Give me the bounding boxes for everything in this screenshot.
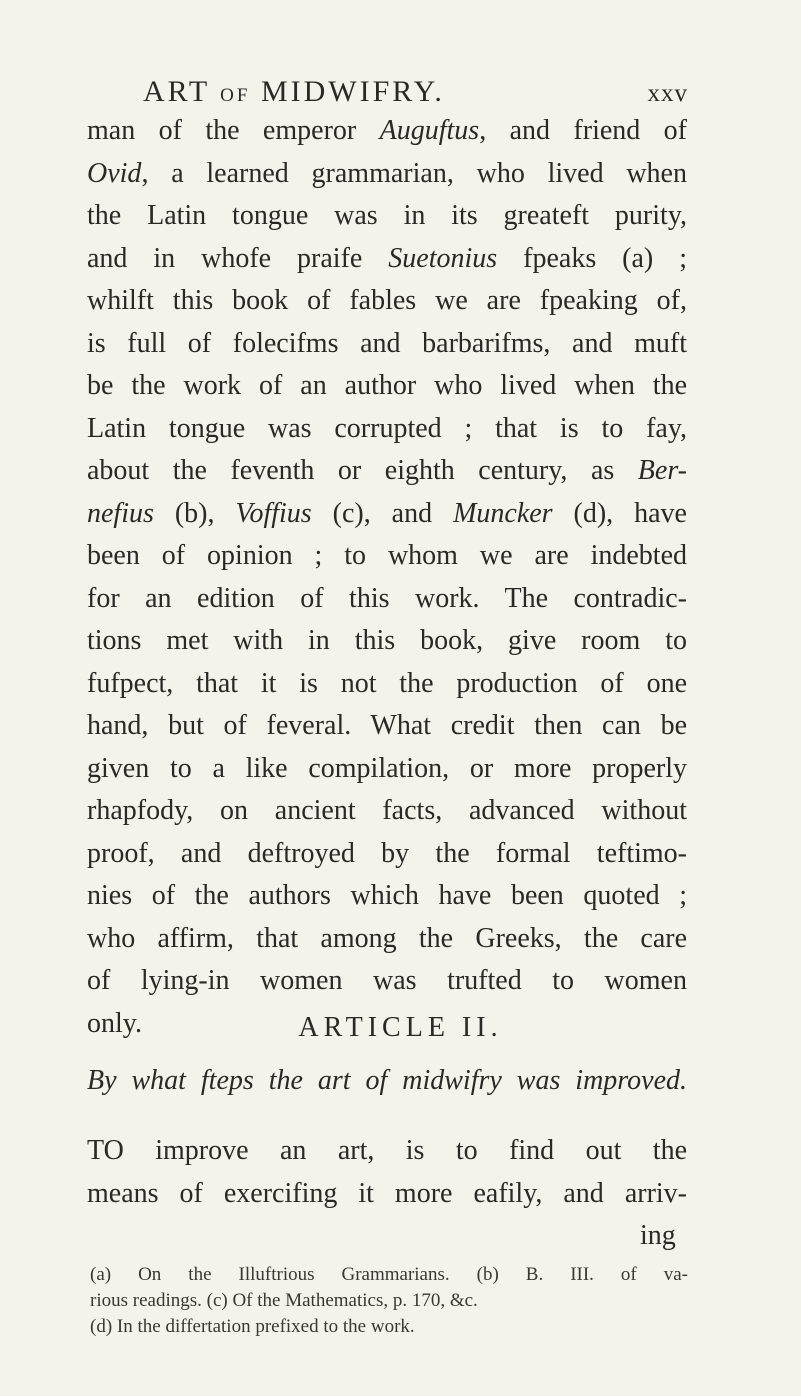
text-line: nies of the authors which have been quoted ; — [87, 880, 687, 911]
text-span: , and friend of — [479, 115, 687, 146]
footnote-line: rious readings. (c) Of the Mathematics, p. 170, &c. — [90, 1290, 478, 1311]
text-line — [87, 493, 687, 536]
italic-name: Ovid — [87, 157, 142, 189]
running-title-part: ART — [143, 75, 221, 108]
text-line — [87, 450, 687, 493]
text-line: proof, and deftroyed by the formal teftimo- — [87, 837, 687, 869]
text-line: TO improve an art, is to find out the — [87, 1135, 687, 1166]
text-line — [87, 153, 687, 196]
italic-name: Suetonius — [388, 242, 498, 274]
text-line: only. — [87, 1007, 142, 1039]
text-line: Latin tongue was corrupted ; that is to fay, — [87, 412, 687, 444]
text-span: , a learned grammarian, who lived when — [141, 157, 687, 189]
text-line: hand, but of feveral. What credit then can be — [87, 710, 687, 741]
italic-name: Voffius — [235, 497, 312, 529]
running-header — [143, 72, 688, 112]
text-span: (d), have — [552, 497, 687, 529]
text-span: (c), and — [311, 497, 454, 529]
article-subtitle: By what fteps the art of midwifry was improved. — [87, 1065, 687, 1096]
text-line: the Latin tongue was in its greateft purity, — [87, 200, 687, 231]
page-number: xxv — [647, 80, 688, 107]
text-line: is full of folecifms and barbarifms, and muft — [87, 327, 687, 359]
article-heading: ARTICLE II. — [298, 1012, 503, 1043]
footnote-line: (d) In the differtation prefixed to the work. — [90, 1316, 415, 1337]
article-text — [87, 1130, 687, 1215]
text-line: whilft this book of fables we are fpeaking of, — [87, 285, 687, 316]
text-line: been of opinion ; to whom we are indebted — [87, 540, 687, 571]
footnote-line: (a) On the Illuftrious Grammarians. (b) B. III. of va- — [90, 1264, 688, 1285]
italic-name: Auguftus — [379, 115, 480, 146]
main-text — [87, 110, 687, 1045]
text-line: given to a like compilation, or more properly — [87, 752, 687, 784]
text-line: who affirm, that among the Greeks, the care — [87, 922, 687, 954]
text-line — [87, 238, 687, 281]
italic-name: Ber- — [637, 455, 687, 486]
text-span: fpeaks (a) ; — [497, 242, 687, 274]
footnotes — [90, 1262, 688, 1340]
text-span: and in whofe praife — [87, 242, 389, 274]
text-span: man of the emperor — [87, 115, 380, 146]
text-span: (b), — [153, 497, 236, 529]
text-line: for an edition of this work. The contradic- — [87, 582, 687, 614]
running-title-part: MIDWIFRY. — [250, 75, 445, 108]
text-span: about the feventh or eighth century, as — [87, 455, 638, 486]
italic-name: Muncker — [453, 497, 553, 529]
italic-name: nefius — [87, 497, 154, 529]
text-line — [87, 110, 687, 153]
text-line: of lying-in women was trufted to women — [87, 965, 687, 996]
text-line: fufpect, that it is not the production of one — [87, 667, 687, 699]
text-line: rhapfody, on ancient facts, advanced without — [87, 795, 687, 826]
catchword: ing — [640, 1220, 676, 1251]
text-line: be the work of an author who lived when the — [87, 370, 687, 401]
text-line: means of exercifing it more eafily, and arriv- — [87, 1177, 687, 1209]
running-title-of: OF — [220, 85, 251, 106]
text-line: tions met with in this book, give room to — [87, 625, 687, 656]
